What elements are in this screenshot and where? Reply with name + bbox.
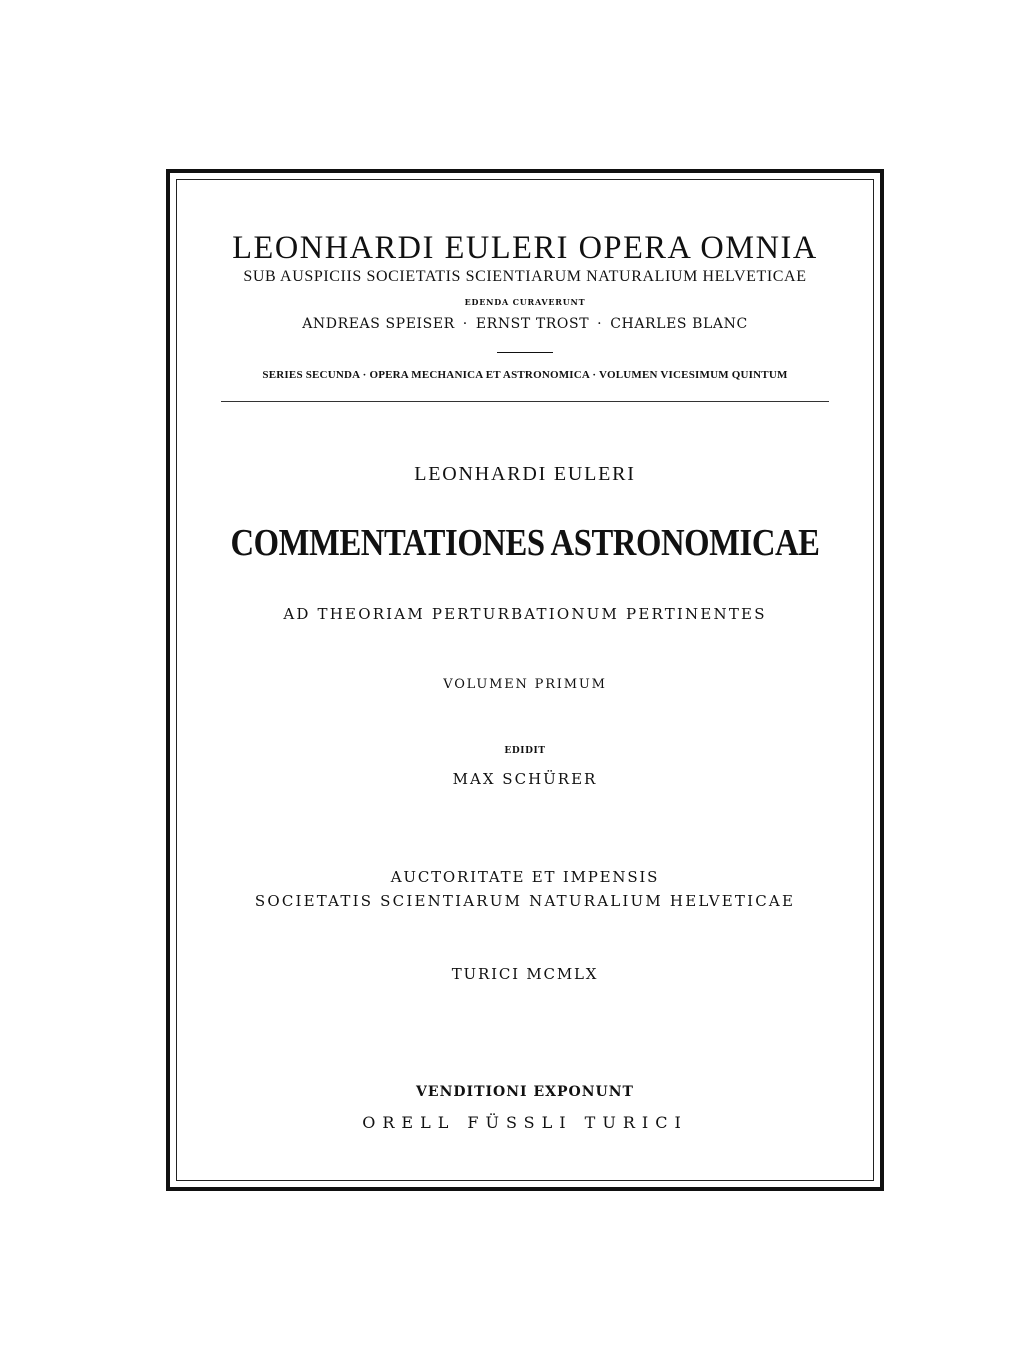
volume-editor: MAX SCHÜRER: [452, 770, 598, 788]
short-divider: [497, 352, 553, 353]
separator-dot: ·: [597, 316, 603, 332]
series-editors: [177, 317, 873, 331]
book-subtitle: AD THEORIAM PERTURBATIONUM PERTINENTES: [283, 605, 767, 623]
series-subtitle: SUB AUSPICIIS SOCIETATIS SCIENTIARUM NATURALIUM HELVETICAE: [243, 268, 807, 285]
author-name: LEONHARDI EULERI: [414, 463, 636, 485]
long-divider: [221, 401, 829, 402]
edidit-label: EDIDIT: [504, 746, 546, 756]
series-editor-3: CHARLES BLANC: [610, 316, 748, 332]
series-volume-line: SERIES SECUNDA · OPERA MECHANICA ET ASTRONOMICA · VOLUMEN VICESIMUM QUINTUM: [262, 369, 788, 381]
title-page-outer-frame: [166, 169, 884, 1191]
series-editor-2: ERNST TROST: [475, 316, 590, 332]
auctoritate-line-1: AUCTORITATE ET IMPENSIS: [390, 868, 660, 886]
series-editor-1: ANDREAS SPEISER: [302, 316, 455, 332]
book-title: COMMENTATIONES ASTRONOMICAE: [230, 522, 820, 564]
auctoritate-line-2: SOCIETATIS SCIENTIARUM NATURALIUM HELVETICAE: [254, 892, 796, 910]
place-and-date: TURICI MCMLX: [451, 965, 599, 983]
title-page-inner-frame: [176, 179, 874, 1181]
venditioni-label: VENDITIONI EXPONUNT: [416, 1084, 634, 1100]
series-title: LEONHARDI EULERI OPERA OMNIA: [232, 230, 818, 266]
separator-dot: ·: [462, 316, 468, 332]
volume-label: VOLUMEN PRIMUM: [443, 677, 607, 692]
edenda-label: EDENDA CURAVERUNT: [464, 297, 586, 307]
publisher: ORELL FÜSSLI TURICI: [362, 1113, 688, 1132]
